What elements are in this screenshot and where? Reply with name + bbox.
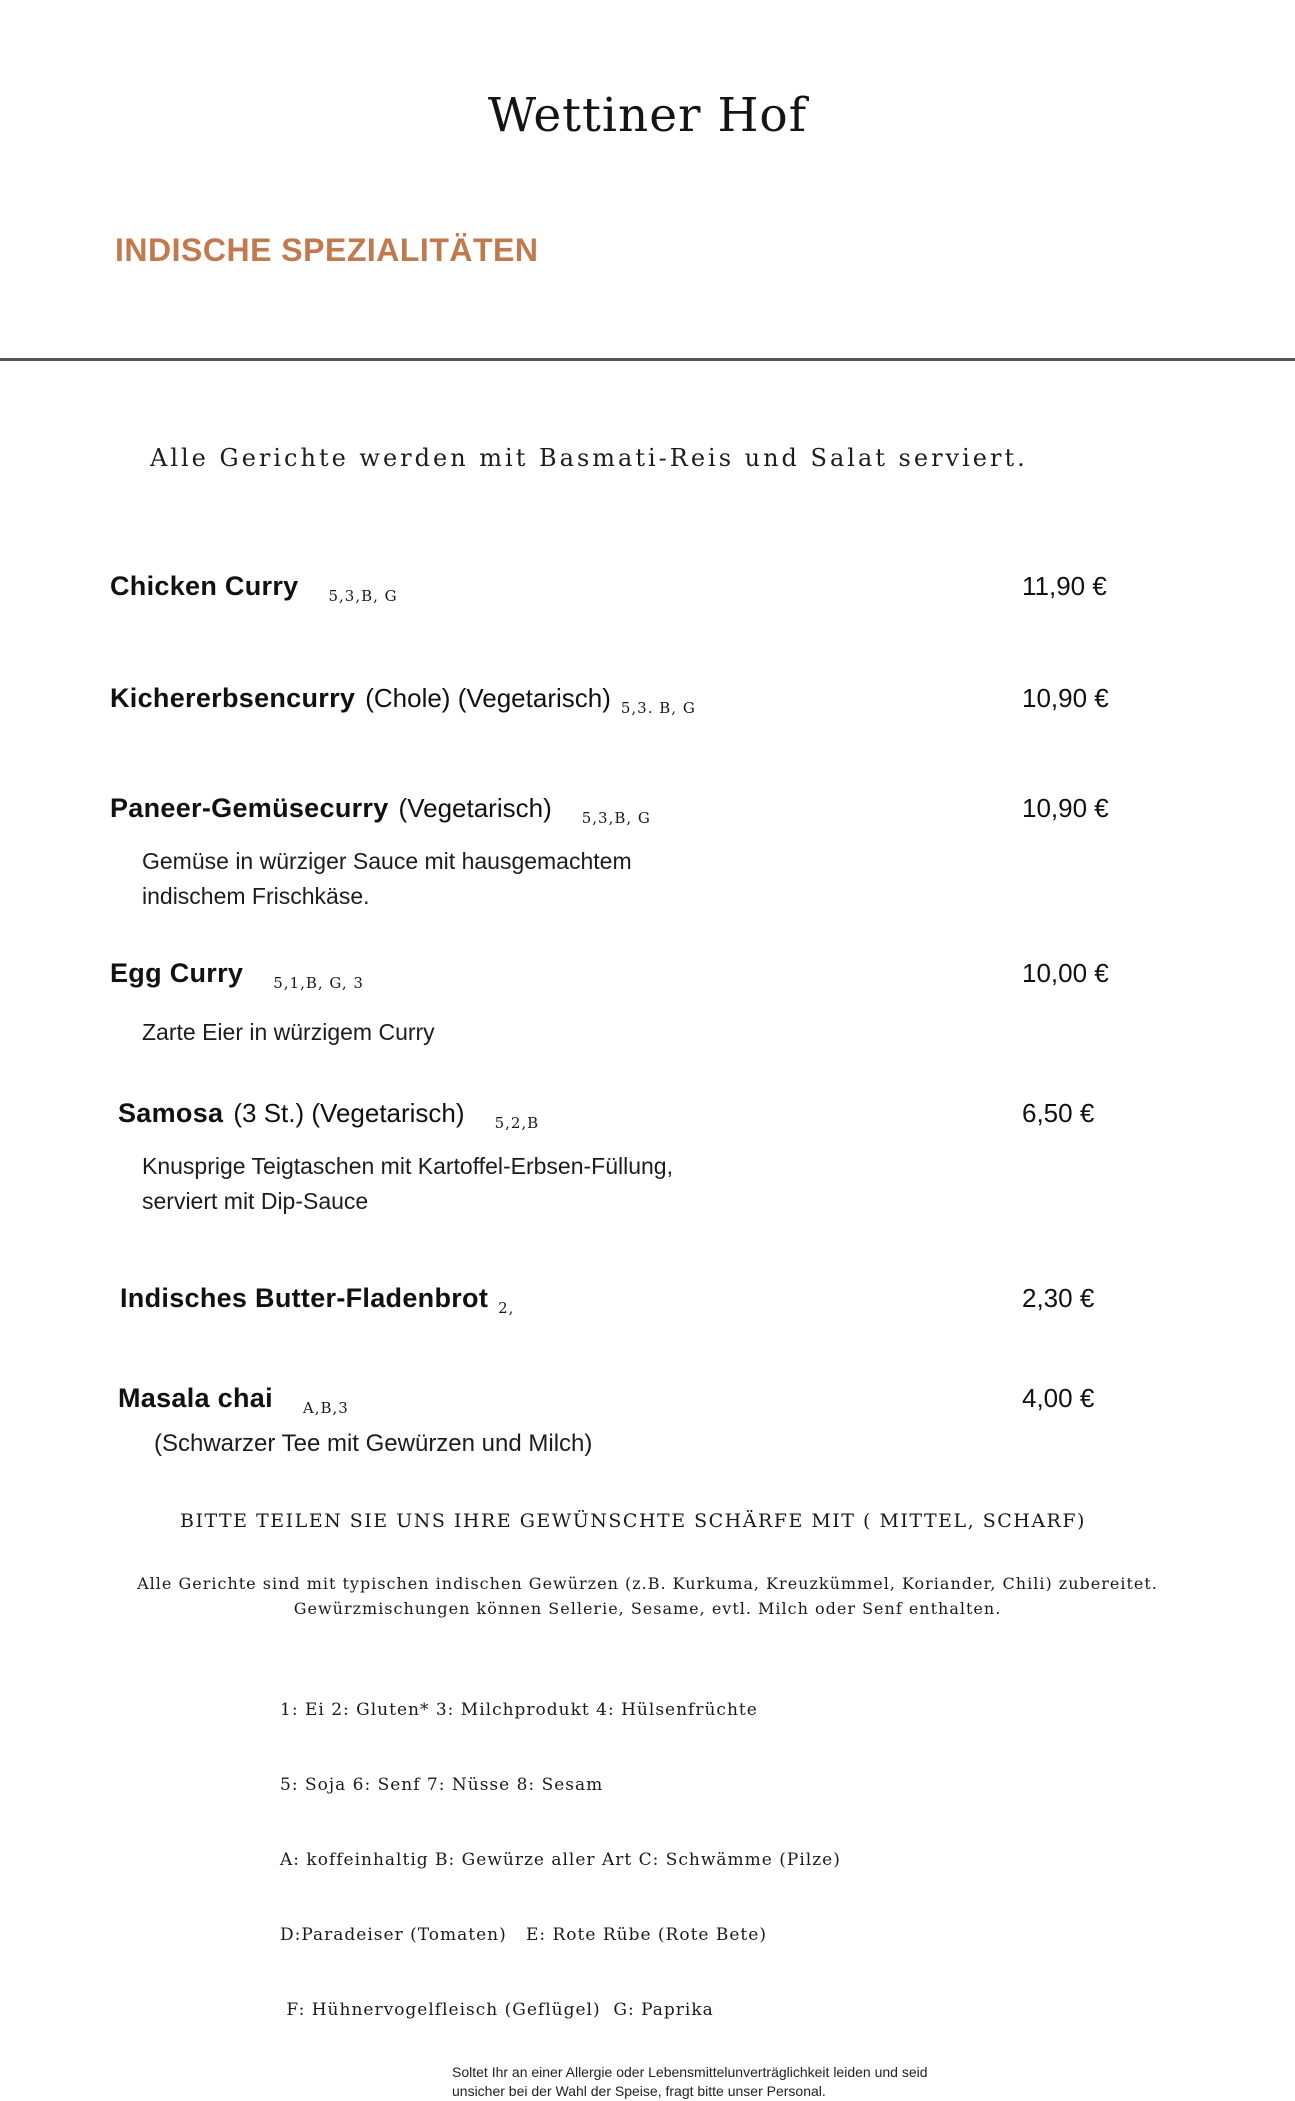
spices-note (0, 1571, 1295, 1621)
menu-item-chicken-curry (110, 566, 1122, 606)
legend-line: 1: Ei 2: Gluten* 3: Milchprodukt 4: Hülsenfrüchte (280, 1700, 758, 1720)
item-description-line: Gemüse in würziger Sauce mit hausgemachtem (142, 848, 632, 874)
item-extra: (3 St.) (Vegetarisch) (233, 1098, 465, 1128)
item-name: Masala chai (118, 1383, 273, 1413)
spices-note-line: Gewürzmischungen können Sellerie, Sesame, evtl. Milch oder Senf enthalten. (293, 1599, 1002, 1618)
item-row (110, 953, 1122, 993)
intro-note: Alle Gerichte werden mit Basmati-Reis und Salat serviert. (150, 444, 1028, 472)
item-left (110, 1378, 349, 1418)
spice-level-note: BITTE TEILEN SIE UNS IHRE GEWÜNSCHTE SCHÄRFE MIT ( MITTEL, SCHARF) (180, 1510, 1086, 1532)
item-allergens: A,B,3 (302, 1399, 349, 1417)
restaurant-logo: Wettiner Hof (487, 88, 808, 143)
legend-line: F: Hühnervogelfleisch (Geflügel) G: Paprika (280, 2000, 714, 2020)
divider-rule (0, 358, 1295, 361)
allergy-advice-line: Soltet Ihr an einer Allergie oder Lebensmittelunverträglichkeit leiden und seid (452, 2064, 928, 2080)
menu-item-masala-chai (110, 1378, 1122, 1461)
allergy-advice (452, 2063, 1295, 2101)
item-name: Kichererbsencurry (110, 683, 356, 713)
item-extra: (Chole) (Vegetarisch) (365, 683, 611, 713)
menu-item-kichererbsencurry (110, 678, 1122, 718)
item-description (154, 1426, 1122, 1461)
item-allergens: 5,3,B, G (328, 587, 398, 605)
item-name: Egg Curry (110, 958, 244, 988)
item-row (110, 1093, 1122, 1133)
item-left (110, 1278, 514, 1318)
item-price: 6,50 € (1022, 1098, 1095, 1128)
item-description (142, 1149, 1122, 1219)
item-name: Indisches Butter-Fladenbrot (120, 1283, 489, 1313)
item-left (110, 953, 364, 993)
item-allergens: 5,3. B, G (620, 699, 696, 717)
item-allergens: 5,1,B, G, 3 (273, 974, 364, 992)
allergy-advice-line: unsicher bei der Wahl der Speise, fragt bitte unser Personal. (452, 2083, 826, 2099)
item-left (110, 566, 398, 606)
item-allergens: 2, (498, 1299, 515, 1317)
item-row (110, 788, 1122, 828)
section-title: INDISCHE SPEZIALITÄTEN (115, 232, 539, 268)
item-left (110, 788, 651, 828)
item-description (142, 1015, 1122, 1050)
item-description-line: indischem Frischkäse. (142, 883, 370, 909)
item-description-line: serviert mit Dip-Sauce (142, 1188, 369, 1214)
spices-note-line: Alle Gerichte sind mit typischen indischen Gewürzen (z.B. Kurkuma, Kreuzkümmel, Koriander, Chili) zubereitet. (137, 1574, 1158, 1593)
item-row (110, 1378, 1122, 1418)
item-description-line: (Schwarzer Tee mit Gewürzen und Milch) (154, 1430, 593, 1457)
item-row (110, 1278, 1122, 1318)
allergen-legend (280, 1648, 1295, 2048)
menu-item-samosa (110, 1093, 1122, 1219)
item-price: 11,90 € (1022, 571, 1107, 601)
item-description (142, 844, 1122, 914)
item-name: Chicken Curry (110, 571, 299, 601)
item-extra: (Vegetarisch) (398, 793, 552, 823)
item-description-line: Zarte Eier in würzigem Curry (142, 1019, 435, 1045)
menu-list (110, 566, 1122, 1461)
item-left (110, 678, 696, 718)
item-name: Samosa (118, 1098, 224, 1128)
item-price: 10,00 € (1022, 958, 1109, 988)
menu-item-paneer-gemuesecurry (110, 788, 1122, 914)
item-allergens: 5,2,B (494, 1114, 540, 1132)
item-left (110, 1093, 539, 1133)
item-price: 2,30 € (1022, 1283, 1095, 1313)
item-row (110, 678, 1122, 718)
header (0, 0, 1295, 146)
item-description-line: Knusprige Teigtaschen mit Kartoffel-Erbsen-Füllung, (142, 1153, 673, 1179)
menu-item-butter-fladenbrot (110, 1278, 1122, 1318)
item-name: Paneer-Gemüsecurry (110, 793, 389, 823)
item-price: 10,90 € (1022, 683, 1109, 713)
item-row (110, 566, 1122, 606)
legend-line: 5: Soja 6: Senf 7: Nüsse 8: Sesam (280, 1775, 604, 1795)
item-allergens: 5,3,B, G (581, 809, 651, 827)
menu-item-egg-curry (110, 953, 1122, 1050)
item-price: 10,90 € (1022, 793, 1109, 823)
item-price: 4,00 € (1022, 1383, 1095, 1413)
legend-line: D:Paradeiser (Tomaten) E: Rote Rübe (Rote Bete) (280, 1925, 767, 1945)
legend-line: A: koffeinhaltig B: Gewürze aller Art C: Schwämme (Pilze) (280, 1850, 841, 1870)
